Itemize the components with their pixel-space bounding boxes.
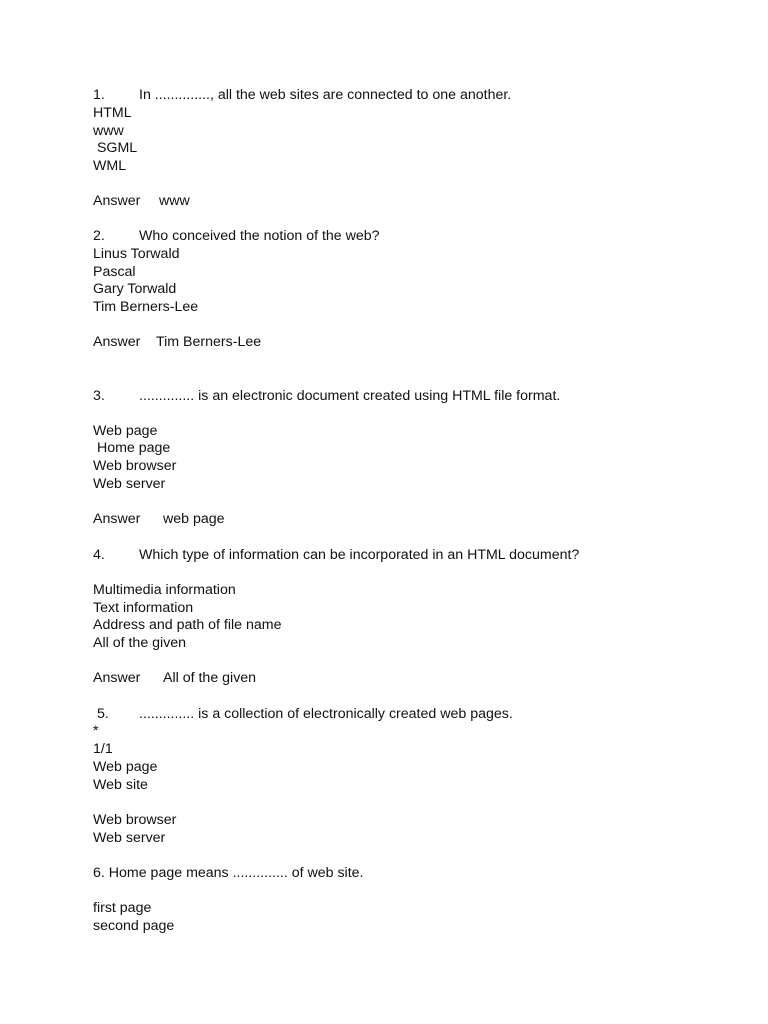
answer-line bbox=[93, 192, 190, 210]
option: Address and path of file name bbox=[93, 617, 282, 633]
option: Web page bbox=[93, 759, 158, 775]
answer-label: Answer bbox=[93, 511, 141, 527]
option: Linus Torwald bbox=[93, 246, 180, 262]
required-marker: * bbox=[93, 723, 99, 739]
answer-value: Tim Berners-Lee bbox=[156, 334, 262, 350]
option: Multimedia information bbox=[93, 582, 236, 598]
answer-value: web page bbox=[163, 511, 225, 527]
answer-value: All of the given bbox=[163, 670, 257, 686]
question-number: 3. bbox=[93, 388, 105, 404]
answer-line bbox=[93, 510, 225, 528]
option: first page bbox=[93, 900, 152, 916]
question-text: .............. is an electronic document created using HTML file format. bbox=[139, 388, 561, 404]
option: Web server bbox=[93, 830, 166, 846]
option: Pascal bbox=[93, 264, 136, 280]
answer-value: www bbox=[159, 193, 190, 209]
question-text: .............. is a collection of electronically created web pages. bbox=[139, 706, 513, 722]
option: Web site bbox=[93, 777, 148, 793]
answer-line bbox=[93, 669, 256, 687]
option: Web server bbox=[93, 476, 166, 492]
question-text: In .............., all the web sites are connected to one another. bbox=[139, 87, 512, 103]
option: SGML bbox=[93, 140, 138, 156]
question-3 bbox=[93, 387, 560, 405]
question-text: Who conceived the notion of the web? bbox=[139, 228, 380, 244]
option: Web page bbox=[93, 423, 158, 439]
option: Tim Berners-Lee bbox=[93, 299, 199, 315]
score: 1/1 bbox=[93, 741, 113, 757]
question-number: 2. bbox=[93, 228, 105, 244]
question-number: 4. bbox=[93, 547, 105, 563]
option: Text information bbox=[93, 600, 194, 616]
option: All of the given bbox=[93, 635, 187, 651]
option: Web browser bbox=[93, 812, 177, 828]
option: Web browser bbox=[93, 458, 177, 474]
question-5 bbox=[93, 705, 513, 723]
answer-line bbox=[93, 333, 261, 351]
question-1 bbox=[93, 86, 511, 104]
answer-label: Answer bbox=[93, 193, 141, 209]
option: www bbox=[93, 123, 124, 139]
option: Gary Torwald bbox=[93, 281, 177, 297]
question-text: 6. Home page means .............. of web site. bbox=[93, 865, 364, 881]
option: second page bbox=[93, 918, 175, 934]
answer-label: Answer bbox=[93, 334, 141, 350]
question-number: 5. bbox=[93, 706, 109, 722]
option: WML bbox=[93, 158, 127, 174]
option: Home page bbox=[93, 440, 171, 456]
question-number: 1. bbox=[93, 87, 105, 103]
question-text: Which type of information can be incorporated in an HTML document? bbox=[139, 547, 580, 563]
answer-label: Answer bbox=[93, 670, 141, 686]
question-4 bbox=[93, 546, 579, 564]
option: HTML bbox=[93, 105, 132, 121]
question-6 bbox=[93, 864, 363, 882]
question-2 bbox=[93, 227, 380, 245]
